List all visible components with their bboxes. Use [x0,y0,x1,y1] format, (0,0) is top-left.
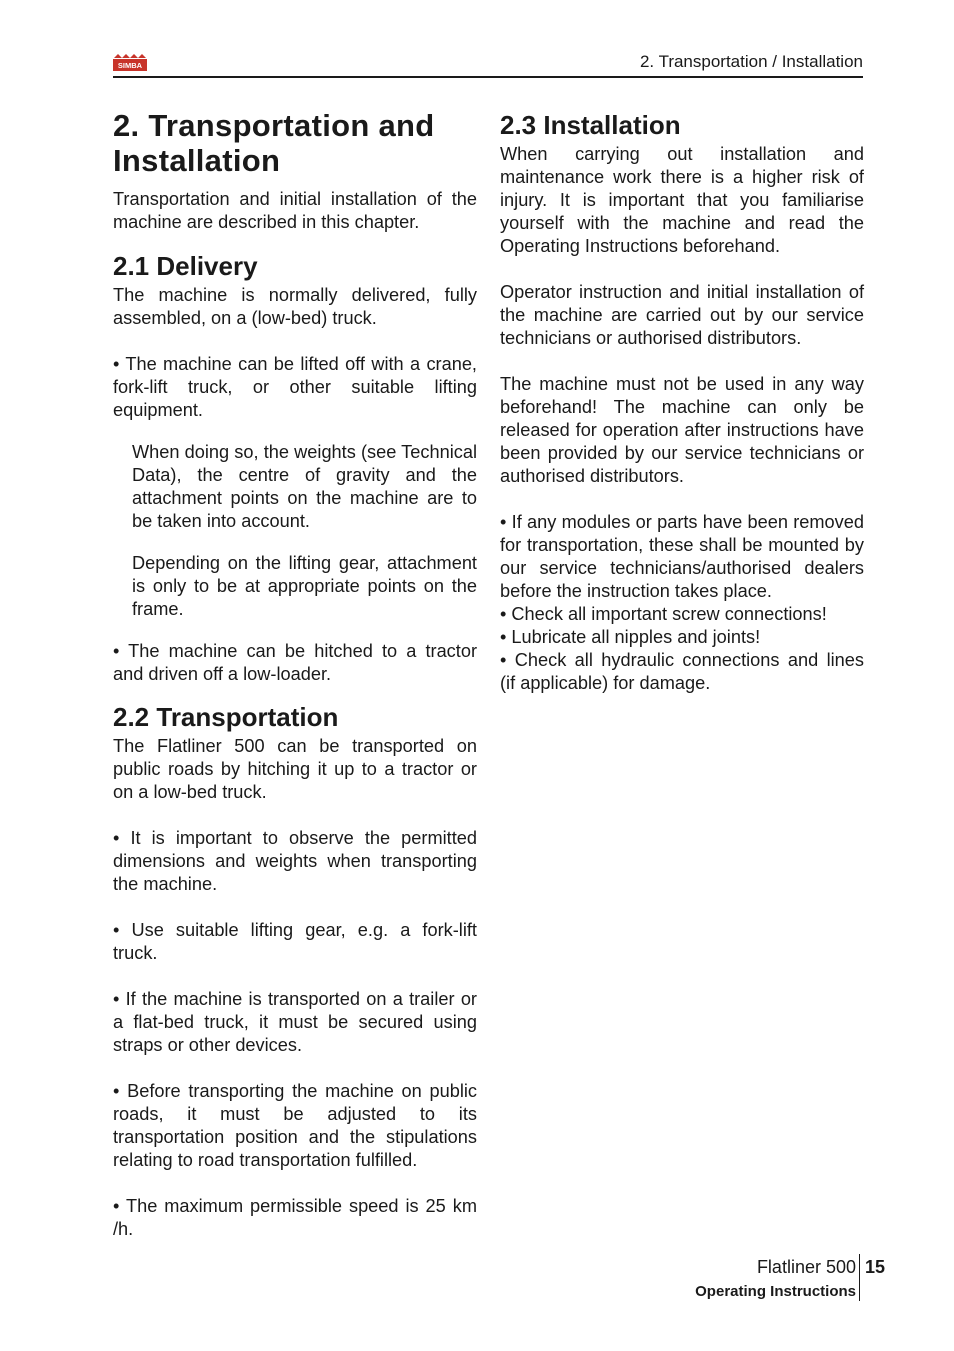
footer-product-name: Flatliner 500 [756,1257,856,1277]
installation-paragraph-risk: When carrying out installation and maintenance work there is a higher risk of injury. It is important that you familiarise yourself with the machine and read the Operating Instructions beforehand. [500,144,864,256]
left-column [113,108,477,1241]
installation-bullet-modules: • If any modules or parts have been removed for transportation, these shall be mounted by our service technicians/authorised dealers before the instruction takes place. [500,512,864,601]
delivery-heading: 2.1 Delivery [113,251,258,281]
delivery-bullet-hitch: • The machine can be hitched to a tractor and driven off a low-loader. [113,641,477,684]
installation-paragraph-release: The machine must not be used in any way beforehand! The machine can only be released for operation after instructions have been provided by our service technicians or authorised distributors. [500,374,864,486]
installation-paragraph-operator: Operator instruction and initial installation of the machine are carried out by our service technicians or authorised distributors. [500,282,864,348]
delivery-note-attachment: Depending on the lifting gear, attachment is only to be at appropriate points on the frame. [132,553,477,619]
footer-subtitle: Operating Instructions [695,1283,856,1300]
logo-text: SIMBA [117,61,143,70]
installation-heading: 2.3 Installation [500,110,681,140]
page-number: 15 [865,1257,886,1277]
header-divider [113,76,863,78]
transport-bullet-secure: • If the machine is transported on a trailer or a flat-bed truck, it must be secured using straps or other devices. [113,989,477,1055]
transport-bullet-dimensions: • It is important to observe the permitted dimensions and weights when transporting the machine. [113,828,477,894]
chapter-intro: Transportation and initial installation of the machine are described in this chapter. [113,189,477,232]
delivery-note-weights: When doing so, the weights (see Technical Data), the centre of gravity and the attachment points on the machine are to be taken into account. [132,442,477,531]
transport-bullet-public-roads: • Before transporting the machine on public roads, it must be adjusted to its transportation position and the stipulations relating to road transportation fulfilled. [113,1081,477,1170]
installation-bullet-screws: • Check all important screw connections! [500,604,827,624]
header-section-title: 2. Transportation / Installation [639,52,863,71]
transport-bullet-speed: • The maximum permissible speed is 25 km /h. [113,1196,477,1239]
transport-heading: 2.2 Transportation [113,702,339,732]
transport-bullet-lifting-gear: • Use suitable lifting gear, e.g. a fork-lift truck. [113,920,477,963]
delivery-paragraph: The machine is normally delivered, fully assembled, on a (low-bed) truck. [113,285,477,328]
footer-divider [859,1254,860,1301]
installation-bullet-lubricate: • Lubricate all nipples and joints! [500,627,761,647]
delivery-bullet-lifting: • The machine can be lifted off with a crane, fork-lift truck, or other suitable lifting equipment. [113,354,477,420]
installation-bullet-hydraulics: • Check all hydraulic connections and lines (if applicable) for damage. [500,650,864,693]
chapter-title: 2. Transportation and Installation [113,108,435,178]
simba-logo [113,52,147,72]
transport-paragraph: The Flatliner 500 can be transported on public roads by hitching it up to a tractor or on a low-bed truck. [113,736,477,802]
right-column [500,110,864,695]
